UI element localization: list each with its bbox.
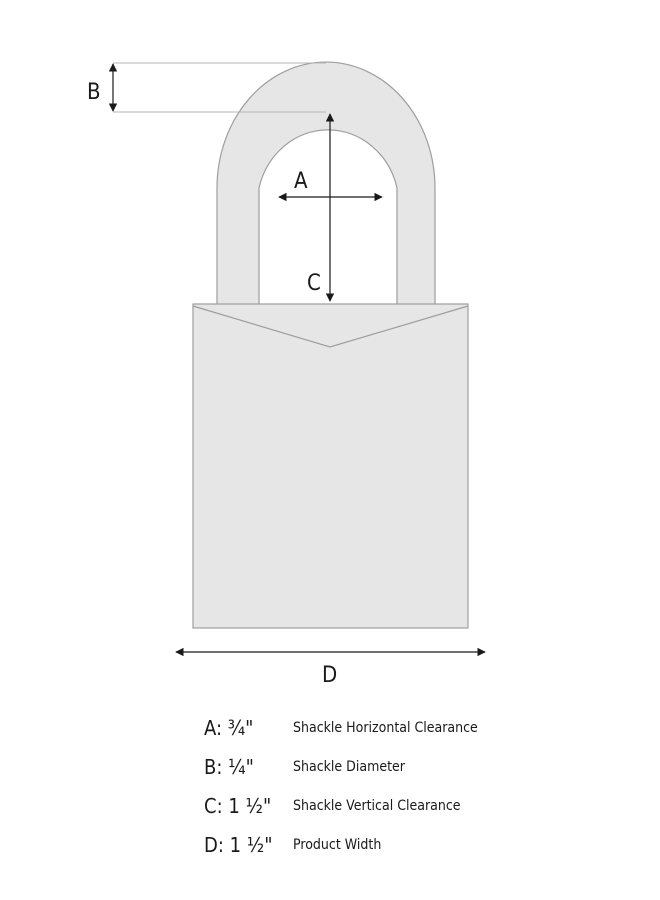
legend-value-c: C: 1 ½": [204, 794, 272, 818]
d-label: D: [322, 663, 338, 688]
legend-value-d: D: 1 ½": [204, 833, 273, 857]
c-label: C: [307, 271, 321, 296]
a-label: A: [294, 169, 308, 194]
legend-description-c: Shackle Vertical Clearance: [293, 798, 461, 814]
legend-description-a: Shackle Horizontal Clearance: [293, 720, 478, 736]
legend-value-a: A: ¾": [204, 716, 254, 740]
b-label: B: [87, 80, 101, 105]
padlock-shackle: [217, 62, 435, 305]
legend-description-d: Product Width: [293, 837, 382, 853]
legend-description-b: Shackle Diameter: [293, 759, 405, 775]
legend-value-b: B: ¼": [204, 755, 254, 779]
padlock-body: [193, 304, 468, 628]
